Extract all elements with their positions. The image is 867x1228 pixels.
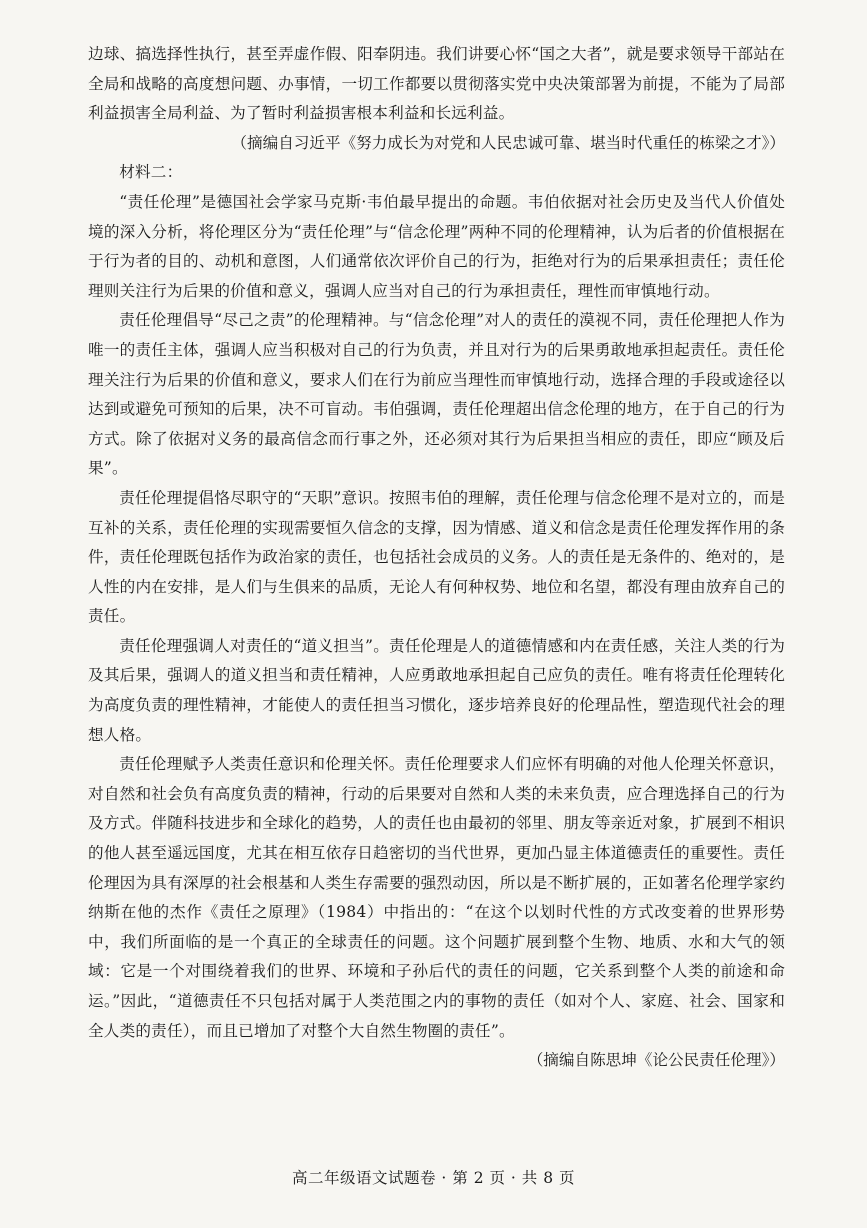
source-citation-1: （摘编自习近平《努力成长为对党和人民忠诚可靠、堪当时代重任的栋梁之才》） xyxy=(231,133,785,152)
paragraph-moral-commitment: 责任伦理强调人对责任的“道义担当”。责任伦理是人的道德情感和内在责任感，关注人类的行为及其后果，强调人的道义担当和责任精神，人应勇敢地承担起自己应负的责任。唯有将责任伦理转化为高度负责的理性精神，才能使人的责任担当习惯化，逐步培养良好的伦理品性，塑造现代社会的理想人格。 xyxy=(88,636,785,744)
paragraph-intro: “责任伦理”是德国社会学家马克斯·韦伯最早提出的命题。韦伯依据对社会历史及当代人价值处境的深入分析，将伦理区分为“责任伦理”与“信念伦理”两种不同的伦理精神，认为后者的价值根据在于行为者的目的、动机和意图，人们通常依次评价自己的行为，拒绝对行为的后果承担责任；责任伦理则关注行为后果的价值和意义，强调人应当对自己的行为承担责任，理性而审慎地行动。 xyxy=(88,192,785,300)
continued-paragraph: 边球、搞选择性执行，甚至弄虚作假、阳奉阴违。我们讲要心怀“国之大者”，就是要求领导干部站在全局和战略的高度想问题、办事情，一切工作都要以贯彻落实党中央决策部署为前提，不能为了局部利益损害全局利益、为了暂时利益损害根本利益和长远利益。 xyxy=(88,45,785,123)
source-citation-2: （摘编自陈思坤《论公民责任伦理》） xyxy=(527,1051,785,1070)
page-footer: 高二年级语文试题卷 · 第 2 页 · 共 8 页 xyxy=(292,1169,575,1187)
article-body xyxy=(88,40,785,1076)
paragraph-ethical-care: 责任伦理赋予人类责任意识和伦理关怀。责任伦理要求人们应怀有明确的对他人伦理关怀意识，对自然和社会负有高度负责的精神，行动的后果要对自然和人类的未来负责，应合理选择自己的行为及方式。伴随科技进步和全球化的趋势，人的责任也由最初的邻里、朋友等亲近对象，扩展到不相识的他人甚至遥远国度，尤其在相互依存日趋密切的当代世界，更加凸显主体道德责任的重要性。责任伦理因为具有深厚的社会根基和人类生存需要的强烈动因，所以是不断扩展的，正如著名伦理学家约纳斯在他的杰作《责任之原理》（1984）中指出的：“在这个以划时代性的方式改变着的世界形势中，我们所面临的是一个真正的全球责任的问题。这个问题扩展到整个生物、地质、水和大气的领域：它是一个对围绕着我们的世界、环境和子孙后代的责任的问题，它关系到整个人类的前途和命运。”因此，“道德责任不只包括对属于人类范围之内的事物的责任（如对个人、家庭、社会、国家和全人类的责任），而且已增加了对整个大自然生物圈的责任”。 xyxy=(88,755,785,1040)
paragraph-self-responsibility: 责任伦理倡导“尽己之责”的伦理精神。与“信念伦理”对人的责任的漠视不同，责任伦理把人作为唯一的责任主体，强调人应当积极对自己的行为负责，并且对行为的后果勇敢地承担起责任。责任伦理关注行为后果的价值和意义，要求人们在行为前应当理性而审慎地行动，选择合理的手段或途径以达到或避免可预知的后果，决不可盲动。韦伯强调，责任伦理超出信念伦理的地方，在于自己的行为方式。除了依据对义务的最高信念而行事之外，还必须对其行为后果担当相应的责任，即应“顾及后果”。 xyxy=(88,311,785,478)
paragraph-vocation: 责任伦理提倡恪尽职守的“天职”意识。按照韦伯的理解，责任伦理与信念伦理不是对立的，而是互补的关系，责任伦理的实现需要恒久信念的支撑，因为情感、道义和信念是责任伦理发挥作用的条件，责任伦理既包括作为政治家的责任，也包括社会成员的义务。人的责任是无条件的、绝对的，是人性的内在安排，是人们与生俱来的品质，无论人有何种权势、地位和名望，都没有理由放弃自己的责任。 xyxy=(88,488,785,626)
material-two-heading: 材料二： xyxy=(119,163,183,182)
